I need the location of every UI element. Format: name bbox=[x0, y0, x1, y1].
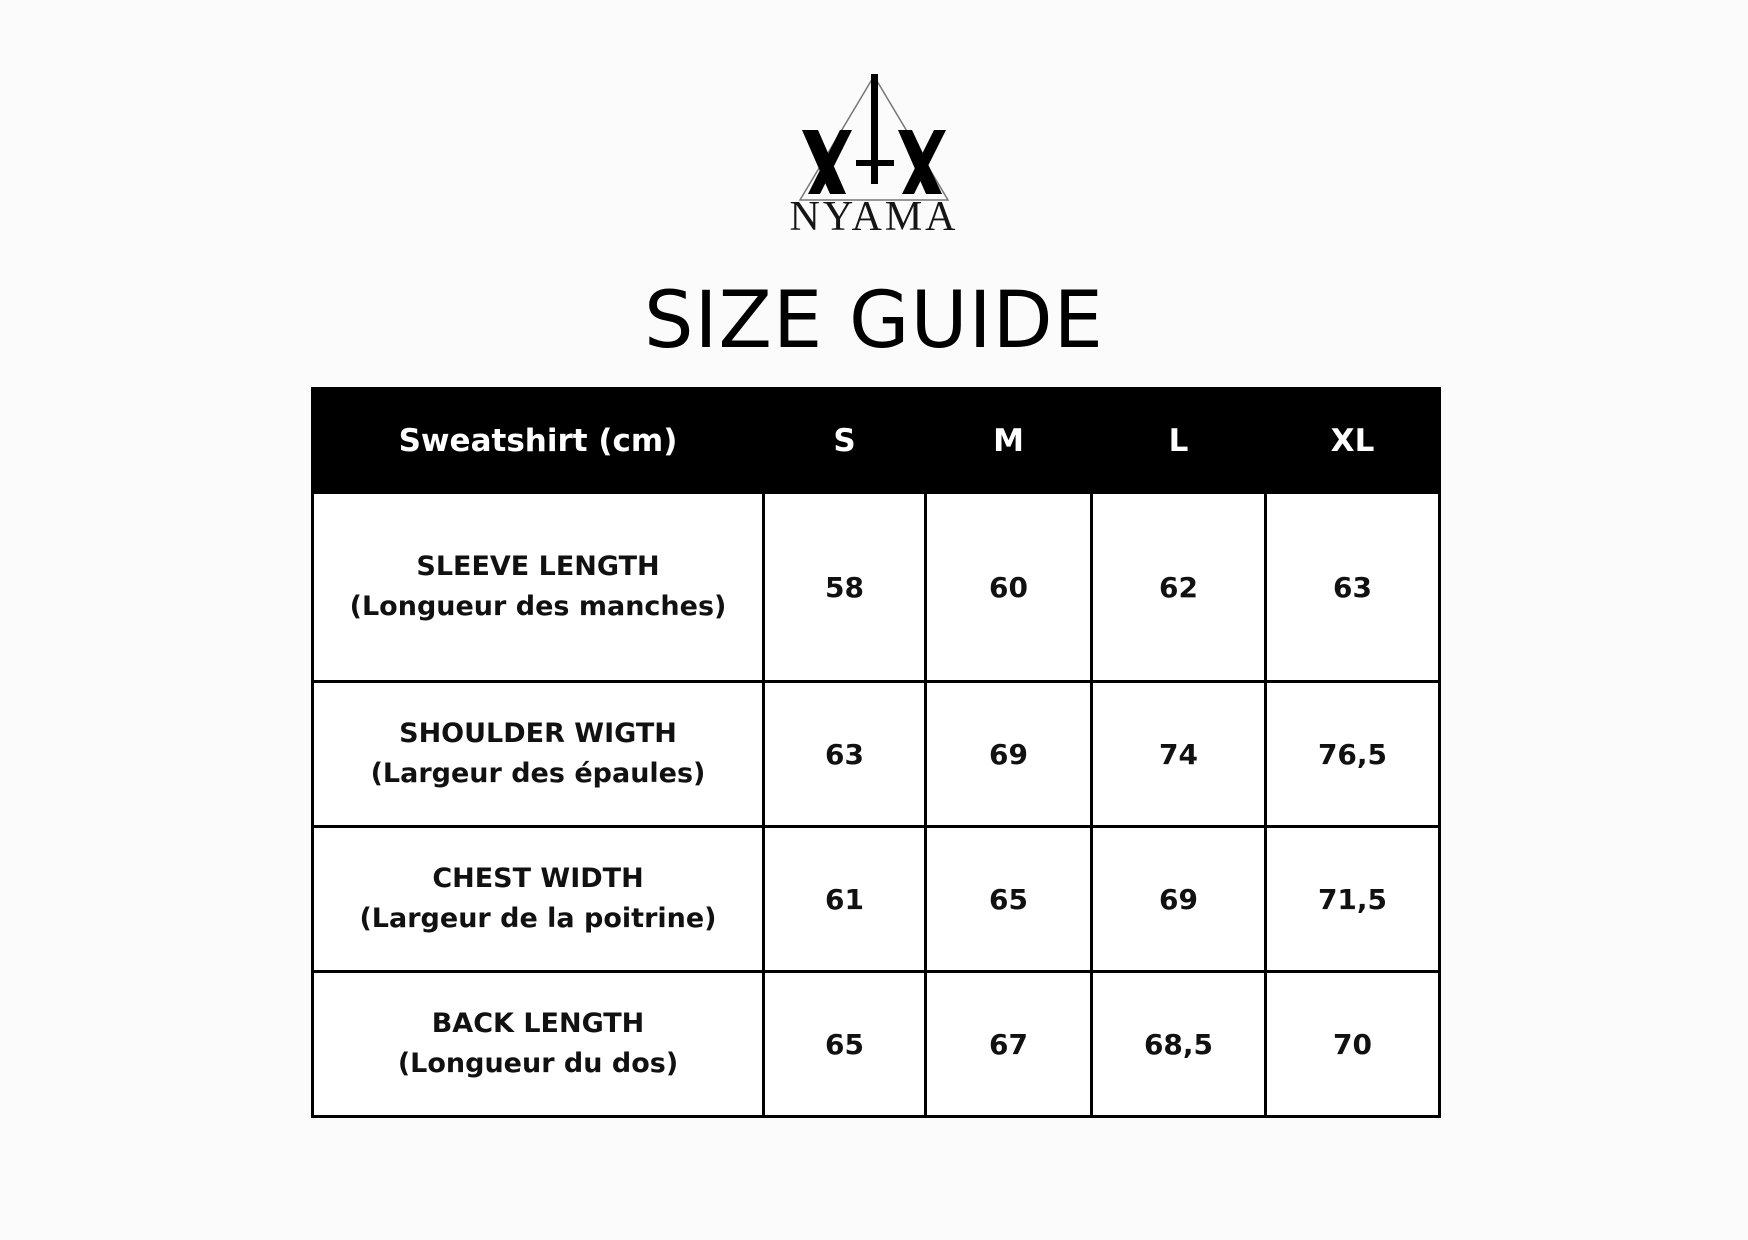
row-label bbox=[313, 682, 764, 827]
table-cell: 68,5 bbox=[1092, 972, 1266, 1117]
table-cell: 65 bbox=[926, 827, 1092, 972]
table-cell: 63 bbox=[1266, 493, 1440, 682]
table-row bbox=[313, 493, 1440, 682]
table-cell: 60 bbox=[926, 493, 1092, 682]
brand-mark-icon bbox=[796, 72, 952, 202]
header-size-m: M bbox=[926, 389, 1092, 493]
table-cell: 71,5 bbox=[1266, 827, 1440, 972]
table-cell: 65 bbox=[764, 972, 926, 1117]
table-row bbox=[313, 827, 1440, 972]
table-cell: 58 bbox=[764, 493, 926, 682]
header-size-xl: XL bbox=[1266, 389, 1440, 493]
table-cell: 62 bbox=[1092, 493, 1266, 682]
table-cell: 70 bbox=[1266, 972, 1440, 1117]
row-label-fr: (Longueur des manches) bbox=[349, 591, 727, 622]
row-label-en: BACK LENGTH bbox=[431, 1008, 645, 1039]
table-header-row bbox=[313, 389, 1440, 493]
row-label bbox=[313, 972, 764, 1117]
row-label-fr: (Longueur du dos) bbox=[397, 1048, 679, 1079]
header-size-l: L bbox=[1092, 389, 1266, 493]
table-cell: 63 bbox=[764, 682, 926, 827]
table-row bbox=[313, 972, 1440, 1117]
size-table bbox=[311, 387, 1441, 1118]
row-label bbox=[313, 827, 764, 972]
table-cell: 69 bbox=[1092, 827, 1266, 972]
table-cell: 74 bbox=[1092, 682, 1266, 827]
row-label-fr: (Largeur de la poitrine) bbox=[359, 903, 717, 934]
row-label bbox=[313, 493, 764, 682]
row-label-en: CHEST WIDTH bbox=[432, 863, 644, 894]
row-label-en: SLEEVE LENGTH bbox=[416, 551, 660, 582]
row-label-en: SHOULDER WIGTH bbox=[399, 718, 677, 749]
table-row bbox=[313, 682, 1440, 827]
page-title: SIZE GUIDE bbox=[644, 276, 1104, 366]
table-cell: 67 bbox=[926, 972, 1092, 1117]
header-size-s: S bbox=[764, 389, 926, 493]
table-cell: 61 bbox=[764, 827, 926, 972]
header-garment-label: Sweatshirt (cm) bbox=[313, 389, 764, 493]
table-cell: 69 bbox=[926, 682, 1092, 827]
table-cell: 76,5 bbox=[1266, 682, 1440, 827]
brand-wordmark: NYAMA bbox=[789, 194, 959, 240]
row-label-fr: (Largeur des épaules) bbox=[370, 758, 706, 789]
